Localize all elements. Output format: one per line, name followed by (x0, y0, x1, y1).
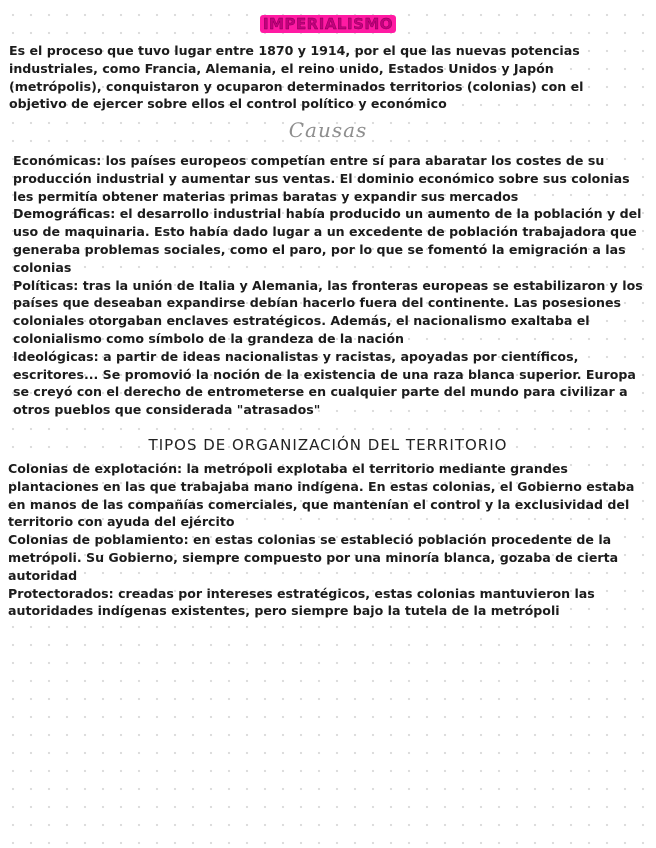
intro-text: Es el proceso que tuvo lugar entre 1870 y 1914, por el que las nuevas potencias industriales, como Francia, Alemania, el reino unido, Estados Unidos y Japón (metrópolis), conquistaron y ocuparon determinados territorios (colonias) con el objetivo de ejercer sobre ellos el control político y económico (9, 43, 584, 112)
cause-text: tras la unión de Italia y Alemania, las fronteras europeas se estabilizaron y los países que deseaban expandirse debían hacerlo fuera del continente. Las posesiones coloniales otorgaban enclaves estratégicos. Además, el nacionalismo exaltaba el colonialismo como símbolo de la grandeza de la nación (13, 277, 643, 346)
type-item (8, 531, 650, 584)
type-term: Colonias de poblamiento: (8, 532, 189, 548)
type-term: Protectorados: (8, 585, 114, 601)
intro-paragraph (9, 42, 609, 113)
cause-item (13, 205, 645, 276)
type-text: creadas por intereses estratégicos, estas colonias mantuvieron las autoridades indígenas existentes, pero siempre bajo la tutela de la metrópoli (8, 585, 595, 619)
cause-term: Demográficas: (13, 206, 116, 222)
causes-heading: Causas (288, 118, 368, 142)
type-item (8, 460, 650, 531)
type-item (8, 585, 650, 621)
page-title-text: IMPERIALISMO (260, 15, 396, 33)
cause-item (13, 152, 645, 205)
cause-item (13, 348, 645, 419)
types-heading: TIPOS DE ORGANIZACIÓN DEL TERRITORIO (148, 436, 508, 454)
cause-text: a partir de ideas nacionalistas y racistas, apoyadas por científicos, escritores... Se promovió la noción de la existencia de una raza blanca superior. Europa se creyó con el derecho de entrometerse en cualquier parte del mundo para civilizar a otros pueblos que considerada "atrasados" (13, 348, 636, 418)
type-text: en estas colonias se estableció población procedente de la metrópoli. Su Gobierno, siempre compuesto por una minoría blanca, gozaba de cierta autoridad (8, 532, 619, 583)
type-term: Colonias de explotación: (8, 461, 183, 476)
cause-text: el desarrollo industrial había producido un aumento de la población y del uso de maquinaria. Esto había dado lugar a un excedente de población trabajadora que generaba problemas sociales, como el paro, por lo que se fomentó la emigración a las colonias (13, 206, 642, 275)
cause-term: Ideológicas: (13, 348, 99, 364)
cause-text: los países europeos competían entre sí para abaratar los costes de su producción industrial y aumentar sus ventas. El dominio económico sobre sus colonias les permitía obtener materias primas baratas y expandir sus mercados (13, 153, 630, 204)
page-title (0, 14, 656, 34)
cause-term: Políticas: (13, 277, 79, 293)
types-section (8, 460, 650, 620)
type-text: la metrópoli explotaba el territorio mediante grandes plantaciones en las que trabajaba mano indígena. En estas colonias, el Gobierno estaba en manos de las compañías comerciales, que mantenían el control y la exclusividad del territorio con ayuda del ejército (8, 461, 635, 530)
causes-section (13, 152, 645, 419)
cause-term: Económicas: (13, 153, 102, 168)
cause-item (13, 277, 645, 348)
